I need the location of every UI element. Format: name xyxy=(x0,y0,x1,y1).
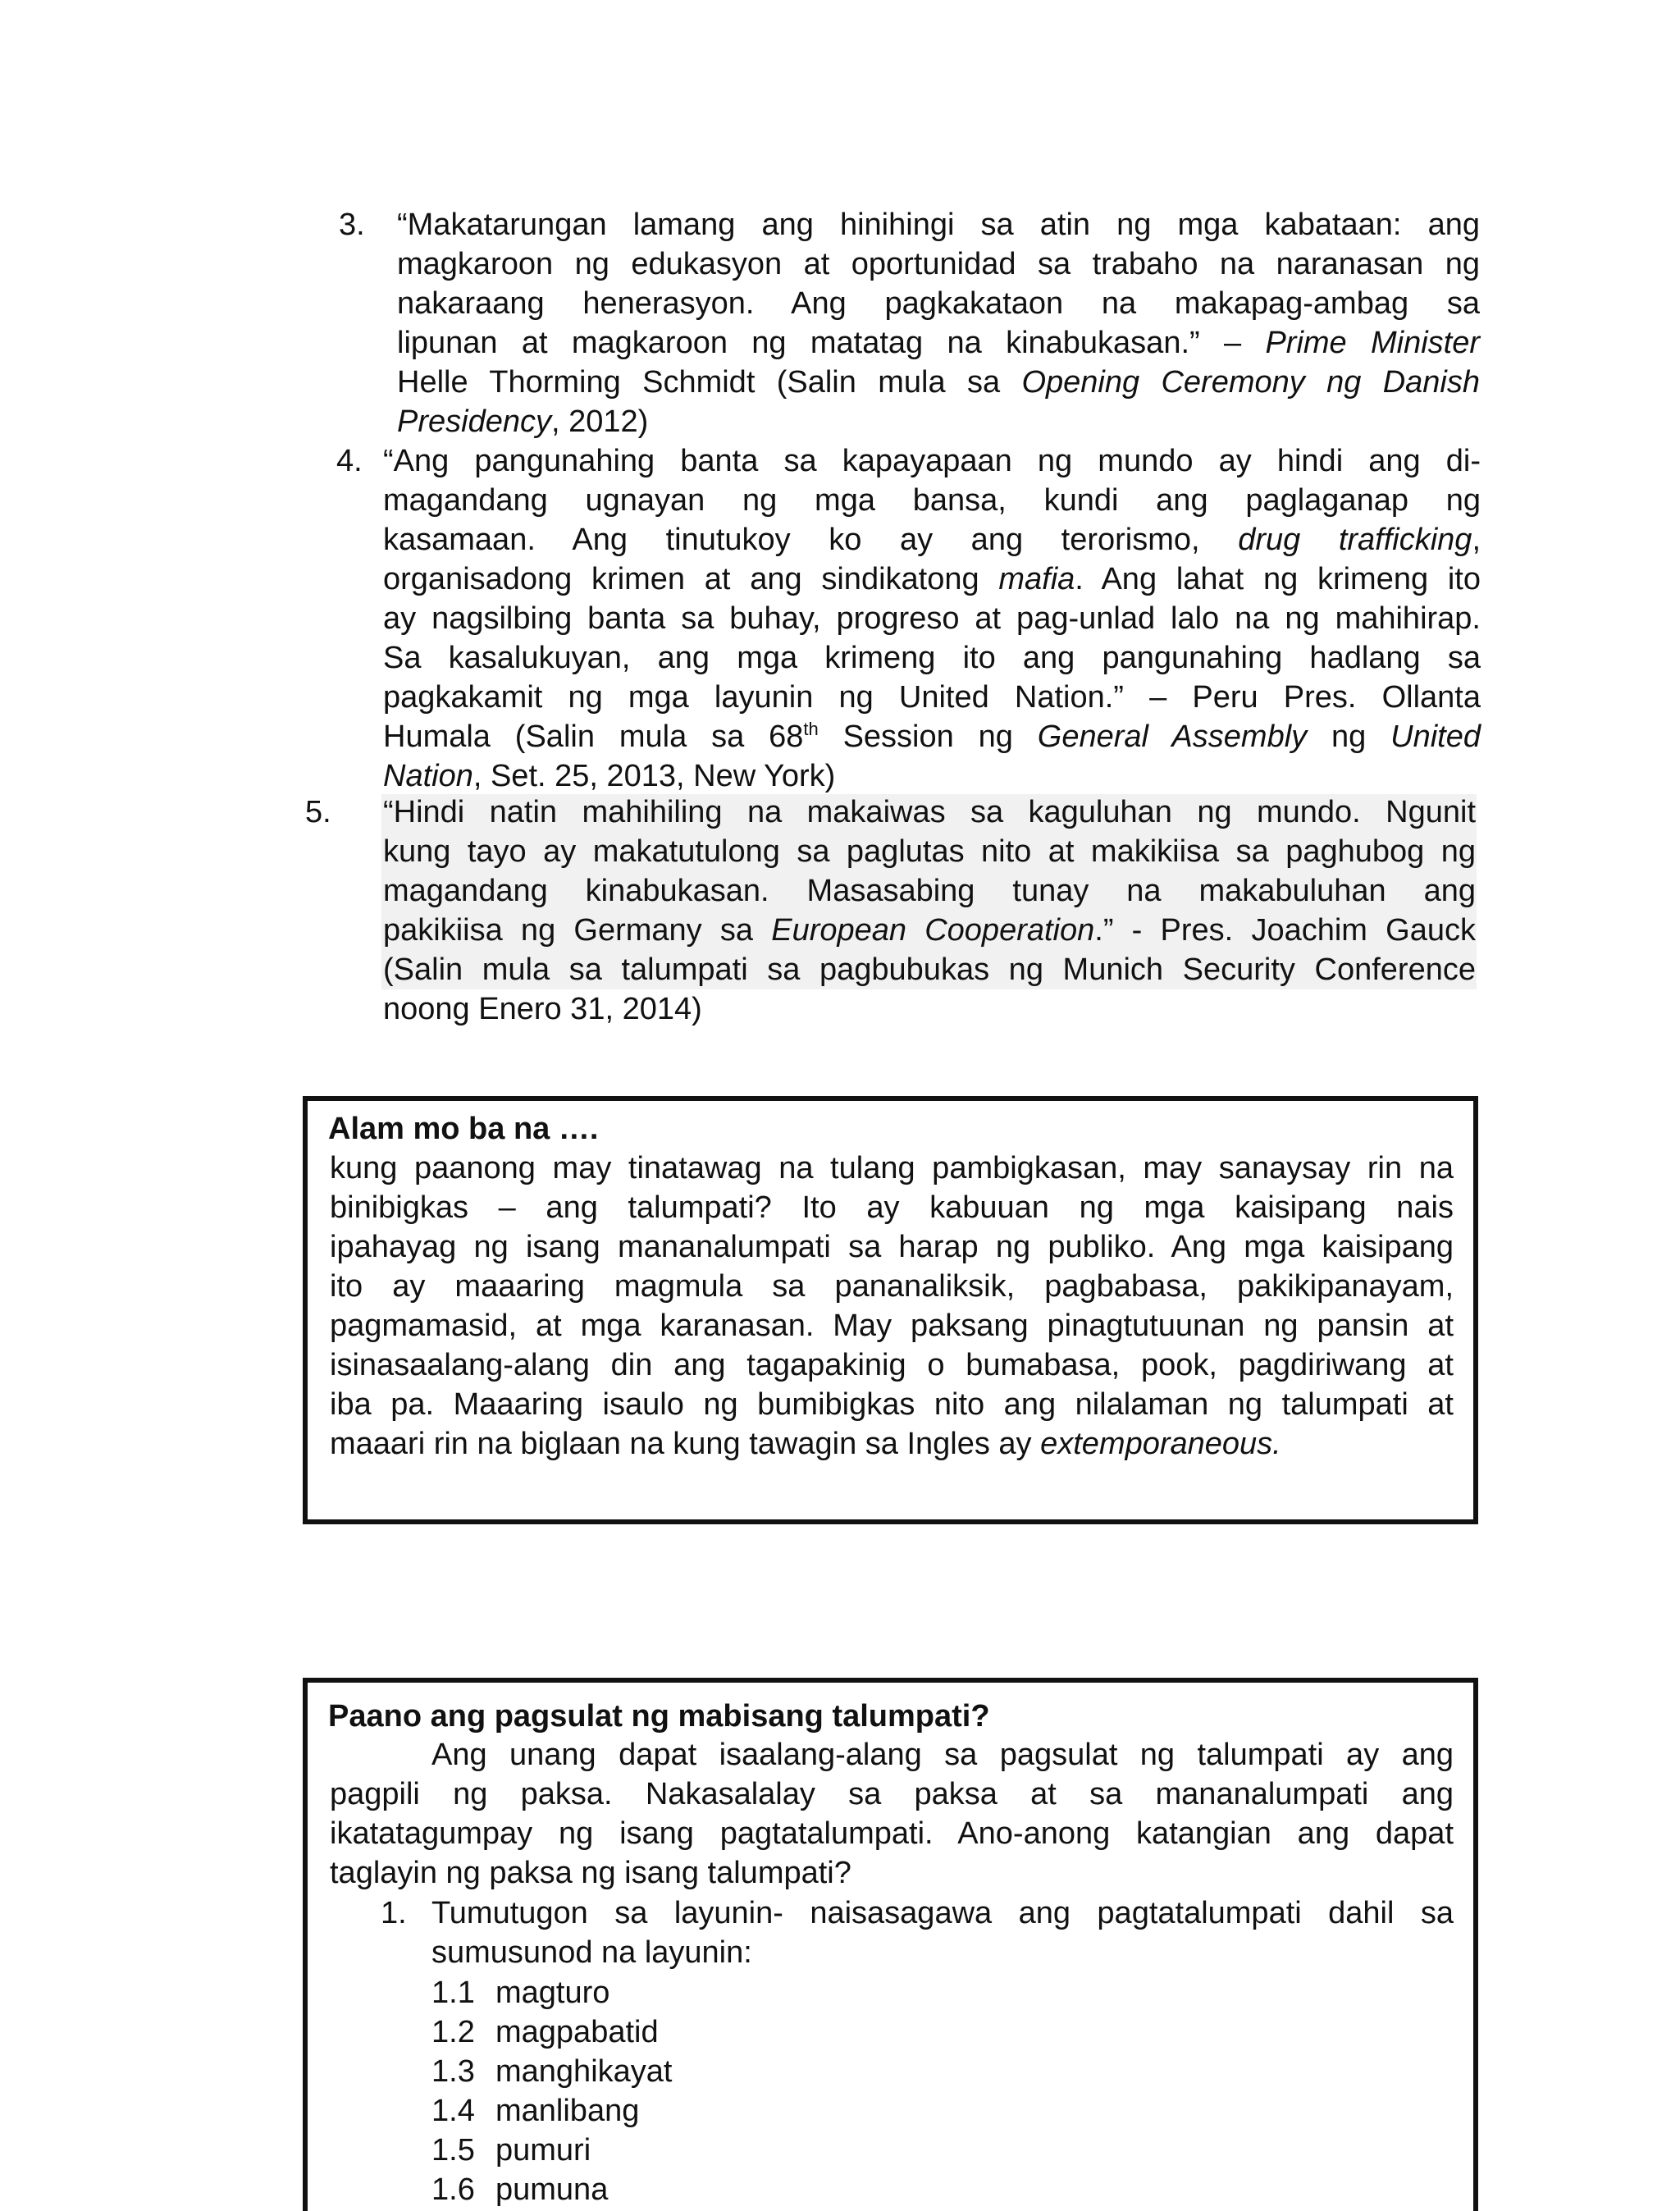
text-line xyxy=(397,402,648,441)
text-line xyxy=(397,323,1480,363)
text-run: Nation xyxy=(383,759,473,793)
text-run: ikatatagumpay ng isang pagtatalumpati. Ano-anong katangian ang dapat xyxy=(330,1816,1454,1851)
text-run: Ang unang dapat isaalang-alang sa pagsulat ng talumpati ay ang xyxy=(431,1738,1454,1772)
text-line xyxy=(397,363,1480,402)
text-run: pagpili ng paksa. Nakasalalay sa paksa at sa mananalumpati ang xyxy=(330,1777,1454,1811)
text-line xyxy=(330,1306,1454,1345)
sub-item-text: magturo xyxy=(495,1976,610,2010)
text-line xyxy=(330,1814,1454,1853)
text-run: “Ang pangunahing banta sa kapayapaan ng mundo ay hindi ang di- xyxy=(383,444,1481,478)
text-line xyxy=(383,793,1476,832)
text-run: noong Enero 31, 2014) xyxy=(383,992,702,1026)
text-run: Tumutugon sa layunin- naisasagawa ang pagtatalumpati dahil sa xyxy=(431,1896,1454,1930)
text-run: . Ang lahat ng krimeng ito xyxy=(1075,562,1481,596)
text-line xyxy=(330,1385,1454,1424)
text-run: Session ng xyxy=(818,719,1038,754)
text-run: magandang kinabukasan. Masasabing tunay na makabuluhan ang xyxy=(383,874,1476,908)
sub-item-number: 1.2 xyxy=(431,2015,475,2049)
sub-item-text: magpabatid xyxy=(495,2015,659,2049)
text-line xyxy=(383,989,702,1029)
text-run: sumusunod na layunin: xyxy=(431,1935,752,1970)
text-run: nakaraang henerasyon. Ang pagkakataon na makapag-ambag sa xyxy=(397,286,1480,321)
text-line xyxy=(431,1894,1454,1933)
text-run: th xyxy=(803,719,819,739)
text-line xyxy=(383,599,1481,638)
text-run: ito ay maaaring magmula sa pananaliksik, pagbabasa, pakikipanayam, xyxy=(330,1269,1454,1304)
text-line xyxy=(383,560,1481,599)
text-line xyxy=(397,205,1480,244)
text-run: , xyxy=(1472,523,1481,557)
paano-item-1-number: 1. xyxy=(381,1896,407,1930)
text-line xyxy=(330,1149,1454,1188)
text-run: iba pa. Maaaring isaulo ng bumibigkas nito ang nilalaman ng talumpati at xyxy=(330,1387,1454,1422)
text-run: pagmamasid, at mga karanasan. May paksang pinagtutuunan ng pansin at xyxy=(330,1309,1454,1343)
text-line xyxy=(330,1853,851,1893)
text-line xyxy=(330,1345,1454,1385)
paano-box-title: Paano ang pagsulat ng mabisang talumpati? xyxy=(328,1699,990,1734)
text-run: , Set. 25, 2013, New York) xyxy=(472,759,836,793)
sub-item-number: 1.5 xyxy=(431,2133,475,2168)
text-line xyxy=(383,638,1481,678)
text-run: Sa kasalukuyan, ang mga krimeng ito ang pangunahing hadlang sa xyxy=(383,641,1481,675)
sub-item-text: pumuri xyxy=(495,2133,591,2168)
text-line xyxy=(330,1188,1454,1227)
sub-item-text: manlibang xyxy=(495,2094,640,2128)
text-run: United xyxy=(1390,719,1481,754)
quote-4-number: 4. xyxy=(336,444,363,478)
text-run: , 2012) xyxy=(550,404,649,439)
text-run: lipunan at magkaroon ng matatag na kinabukasan.” – xyxy=(397,326,1266,360)
text-run: extemporaneous. xyxy=(1040,1427,1281,1461)
text-run: pakikiisa ng Germany sa xyxy=(383,913,772,948)
text-line xyxy=(431,1735,1454,1775)
text-run: ay nagsilbing banta sa buhay, progreso at pag-unlad lalo na ng mahihirap. xyxy=(383,601,1481,636)
quote-5-number: 5. xyxy=(305,795,331,829)
text-line xyxy=(383,871,1476,911)
text-run: Presidency xyxy=(397,404,551,439)
text-line xyxy=(383,717,1481,756)
text-run: “Makatarungan lamang ang hinihingi sa atin ng mga kabataan: ang xyxy=(397,208,1480,242)
text-run: isinasaalang-alang din ang tagapakinig o bumabasa, pook, pagdiriwang at xyxy=(330,1348,1454,1382)
text-run: “Hindi natin mahihiling na makaiwas sa kaguluhan ng mundo. Ngunit xyxy=(383,795,1476,829)
text-run: kung tayo ay makatutulong sa paglutas nito at makikiisa sa paghubog ng xyxy=(383,834,1476,869)
text-line xyxy=(383,678,1481,717)
text-line xyxy=(431,1933,752,1972)
text-line xyxy=(383,441,1481,481)
text-line xyxy=(397,284,1480,323)
text-line xyxy=(383,481,1481,520)
text-run: ipahayag ng isang mananalumpati sa harap ng publiko. Ang mga kaisipang xyxy=(330,1230,1454,1264)
text-run: ng xyxy=(1307,719,1391,754)
text-run: kung paanong may tinatawag na tulang pambigkasan, may sanaysay rin na xyxy=(330,1151,1454,1185)
text-run: drug trafficking xyxy=(1238,523,1472,557)
text-run: Humala (Salin mula sa 68 xyxy=(383,719,804,754)
text-run: magandang ugnayan ng mga bansa, kundi ang paglaganap ng xyxy=(383,483,1481,518)
text-line xyxy=(383,911,1476,950)
text-run: Opening Ceremony ng Danish xyxy=(1021,365,1480,400)
text-run: binibigkas – ang talumpati? Ito ay kabuuan ng mga kaisipang nais xyxy=(330,1190,1454,1225)
sub-item-number: 1.4 xyxy=(431,2094,475,2128)
text-run: Prime Minister xyxy=(1265,326,1480,360)
quote-3-number: 3. xyxy=(339,208,365,242)
text-line xyxy=(383,756,835,796)
text-run: pagkakamit ng mga layunin ng United Nation.” – Peru Pres. Ollanta xyxy=(383,680,1481,715)
text-run: maaari rin na biglaan na kung tawagin sa Ingles ay xyxy=(330,1427,1041,1461)
text-line xyxy=(397,244,1480,284)
text-line xyxy=(383,832,1476,871)
sub-item-text: pumuna xyxy=(495,2172,609,2207)
text-line xyxy=(330,1424,1281,1464)
text-run: .” - Pres. Joachim Gauck xyxy=(1094,913,1476,948)
sub-item-number: 1.1 xyxy=(431,1976,475,2010)
alam-box-title: Alam mo ba na …. xyxy=(328,1112,599,1146)
text-run: organisadong krimen at ang sindikatong xyxy=(383,562,999,596)
text-line xyxy=(330,1267,1454,1306)
text-run: mafia xyxy=(998,562,1075,596)
sub-item-number: 1.3 xyxy=(431,2054,475,2089)
text-run: taglayin ng paksa ng isang talumpati? xyxy=(330,1856,851,1890)
sub-item-text: manghikayat xyxy=(495,2054,673,2089)
text-run: (Salin mula sa talumpati sa pagbubukas ng Munich Security Conference xyxy=(383,952,1476,987)
text-run: Helle Thorming Schmidt (Salin mula sa xyxy=(397,365,1022,400)
text-line xyxy=(383,950,1476,989)
text-run: General Assembly xyxy=(1037,719,1308,754)
text-run: European Cooperation xyxy=(771,913,1095,948)
text-run: kasamaan. Ang tinutukoy ko ay ang terorismo, xyxy=(383,523,1239,557)
text-line xyxy=(330,1775,1454,1814)
text-line xyxy=(330,1227,1454,1267)
text-line xyxy=(383,520,1481,560)
text-run: magkaroon ng edukasyon at oportunidad sa trabaho na naranasan ng xyxy=(397,247,1480,281)
sub-item-number: 1.6 xyxy=(431,2172,475,2207)
